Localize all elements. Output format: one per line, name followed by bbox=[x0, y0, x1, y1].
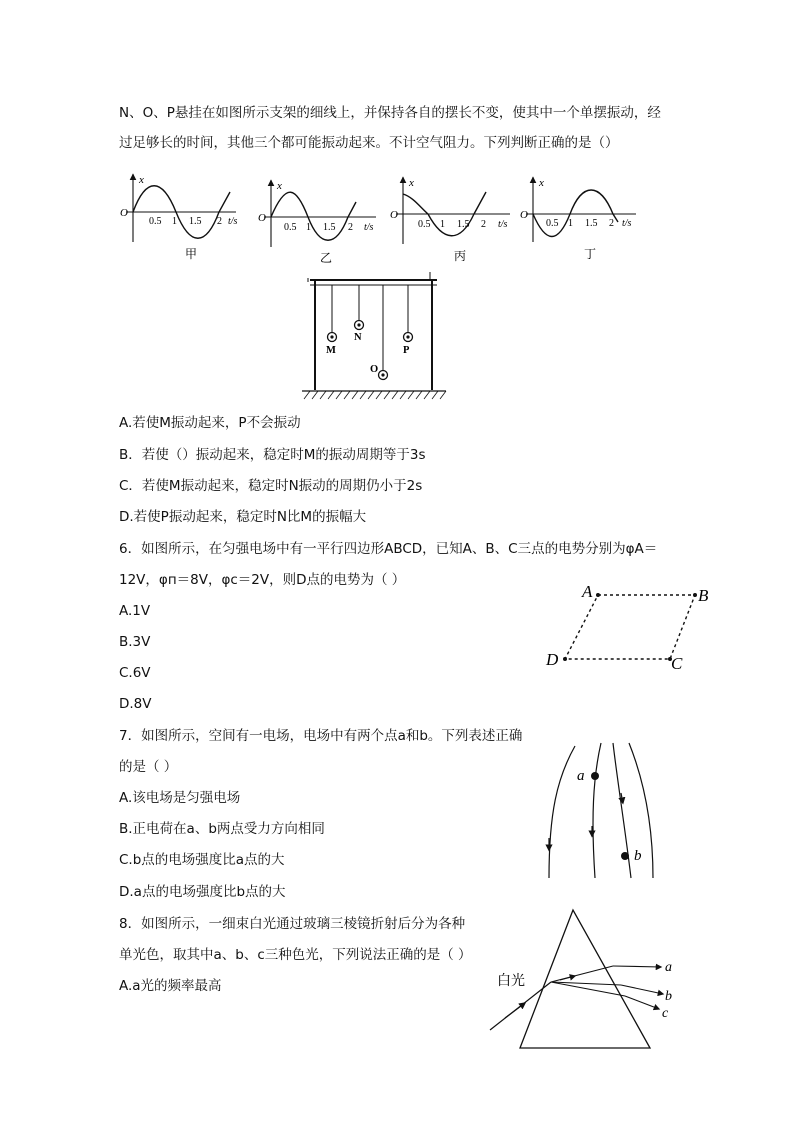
svg-text:1: 1 bbox=[306, 222, 311, 233]
q6-option-c: C.6V bbox=[119, 665, 151, 681]
q5-pendulum-figure bbox=[300, 268, 450, 400]
graph-jia-caption: 甲 bbox=[185, 247, 198, 261]
svg-text:2: 2 bbox=[481, 219, 486, 230]
svg-text:x: x bbox=[409, 177, 414, 189]
svg-text:t/s: t/s bbox=[364, 222, 374, 233]
q5-option-d: D.若使P振动起来，稳定时N比M的振幅大 bbox=[119, 509, 367, 525]
svg-text:t/s: t/s bbox=[498, 219, 508, 230]
svg-text:O: O bbox=[258, 212, 266, 224]
graph-bing bbox=[390, 177, 510, 263]
label-d: D bbox=[546, 650, 559, 669]
svg-text:x: x bbox=[277, 180, 282, 192]
svg-text:1.5: 1.5 bbox=[323, 222, 336, 233]
graph-jia bbox=[120, 174, 238, 261]
label-ray-b: b bbox=[665, 989, 672, 1004]
svg-text:t/s: t/s bbox=[228, 216, 238, 227]
svg-text:2: 2 bbox=[348, 222, 353, 233]
q7-option-d: D.a点的电场强度比b点的大 bbox=[119, 884, 286, 900]
label-b: B bbox=[698, 586, 709, 605]
q7-stem-line1: 7．如图所示，空间有一电场，电场中有两个点a和b。下列表述正确 bbox=[119, 728, 523, 744]
svg-text:0.5: 0.5 bbox=[149, 216, 162, 227]
label-p: P bbox=[403, 345, 410, 356]
q6-option-b: B.3V bbox=[119, 634, 151, 650]
label-m: M bbox=[326, 345, 336, 356]
label-point-b: b bbox=[634, 848, 642, 864]
svg-text:2: 2 bbox=[609, 218, 614, 229]
graph-yi bbox=[258, 180, 376, 265]
q5-option-a: A.若使M振动起来，P不会振动 bbox=[119, 415, 301, 431]
q6-option-a: A.1V bbox=[119, 603, 151, 619]
q6-option-d: D.8V bbox=[119, 696, 152, 712]
q5-graphs-figure bbox=[118, 172, 648, 267]
q7-field-lines-figure bbox=[535, 738, 670, 888]
q5-option-b: B．若使（）振动起来，稳定时M的振动周期等于3s bbox=[119, 447, 426, 463]
label-a: A bbox=[582, 582, 593, 601]
graph-ding-caption: 丁 bbox=[584, 247, 597, 261]
q5-option-c: C．若使M振动起来，稳定时N振动的周期仍小于2s bbox=[119, 478, 423, 494]
q7-stem-line2: 的是（ ） bbox=[119, 759, 178, 775]
graph-bing-caption: 丙 bbox=[454, 249, 467, 263]
svg-text:0.5: 0.5 bbox=[284, 222, 297, 233]
q6-parallelogram-figure bbox=[540, 580, 725, 675]
svg-text:1: 1 bbox=[568, 218, 573, 229]
label-white-light: 白光 bbox=[497, 974, 525, 989]
q8-stem-line2: 单光色，取其中a、b、c三种色光，下列说法正确的是（ ） bbox=[119, 947, 472, 963]
svg-text:1.5: 1.5 bbox=[457, 219, 470, 230]
q5-stem-line2: 过足够长的时间，其他三个都可能振动起来。不计空气阻力。下列判断正确的是（） bbox=[119, 135, 619, 151]
q8-prism-figure bbox=[485, 905, 685, 1055]
graph-yi-caption: 乙 bbox=[320, 251, 333, 265]
svg-text:0.5: 0.5 bbox=[418, 219, 431, 230]
q6-stem-line1: 6．如图所示，在匀强电场中有一平行四边形ABCD，已知A、B、C三点的电势分别为φA＝ bbox=[119, 541, 658, 557]
q6-stem-line2: 12V，φп＝8V，φc＝2V，则D点的电势为（ ） bbox=[119, 572, 406, 588]
svg-text:1: 1 bbox=[172, 216, 177, 227]
q8-stem-line1: 8．如图所示，一细束白光通过玻璃三棱镜折射后分为各种 bbox=[119, 916, 466, 932]
graph-yi-curve bbox=[271, 192, 356, 240]
svg-text:O: O bbox=[390, 209, 398, 221]
q7-option-b: B.正电荷在a、b两点受力方向相同 bbox=[119, 821, 325, 837]
svg-text:1.5: 1.5 bbox=[585, 218, 598, 229]
label-o: O bbox=[370, 364, 379, 375]
svg-text:x: x bbox=[539, 177, 544, 189]
graph-ding-curve bbox=[533, 190, 618, 237]
svg-text:1.5: 1.5 bbox=[189, 216, 202, 227]
graph-ding bbox=[520, 177, 636, 261]
svg-text:2: 2 bbox=[217, 216, 222, 227]
graph-jia-ylabel: x bbox=[139, 174, 144, 186]
label-point-a: a bbox=[577, 768, 585, 784]
q7-option-c: C.b点的电场强度比a点的大 bbox=[119, 852, 285, 868]
q7-option-a: A.该电场是匀强电场 bbox=[119, 790, 241, 806]
label-ray-a: a bbox=[665, 960, 672, 975]
graph-jia-origin: O bbox=[120, 207, 128, 219]
svg-text:1: 1 bbox=[440, 219, 445, 230]
q8-option-a: A.a光的频率最高 bbox=[119, 978, 222, 994]
q5-stem-line1: N、O、P悬挂在如图所示支架的细线上，并保持各自的摆长不变，使其中一个单摆振动，经 bbox=[119, 105, 661, 121]
label-n: N bbox=[354, 332, 362, 343]
svg-text:t/s: t/s bbox=[622, 218, 632, 229]
svg-text:O: O bbox=[520, 209, 528, 221]
svg-text:0.5: 0.5 bbox=[546, 218, 559, 229]
label-c: C bbox=[671, 654, 683, 673]
label-ray-c: c bbox=[662, 1006, 669, 1021]
